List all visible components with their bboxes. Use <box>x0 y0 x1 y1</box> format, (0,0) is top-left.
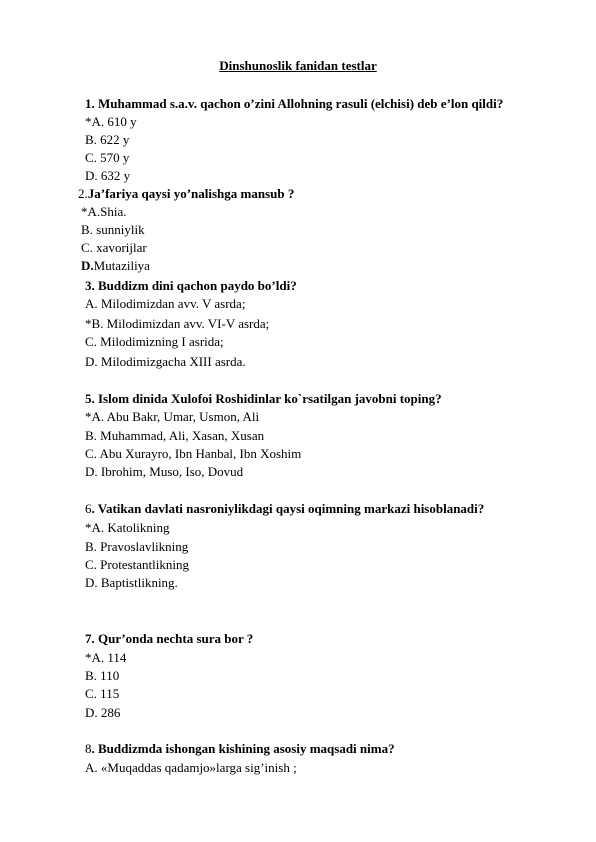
question-1-option-b: B. 622 y <box>85 132 130 147</box>
question-8 <box>85 741 395 756</box>
question-6-option-b: B. Pravoslavlikning <box>85 539 189 554</box>
question-2-text: Ja’fariya qaysi yo’nalishga mansub ? <box>87 186 295 201</box>
question-3: 3. Buddizm dini qachon paydo bo’ldi? <box>85 278 297 293</box>
question-2-option-a: *A.Shia. <box>81 204 127 219</box>
question-7-option-d: D. 286 <box>85 705 121 720</box>
question-3-option-d: D. Milodimizgacha XIII asrda. <box>85 354 246 369</box>
question-7-option-a: *A. 114 <box>85 650 127 665</box>
question-1-option-d: D. 632 y <box>85 168 131 183</box>
question-2-number: 2. <box>78 186 88 201</box>
question-7-option-b: B. 110 <box>85 668 120 683</box>
question-5-option-c: C. Abu Xurayro, Ibn Hanbal, Ibn Xoshim <box>85 446 302 461</box>
question-1-option-c: C. 570 y <box>85 150 130 165</box>
page-title: Dinshunoslik fanidan testlar <box>219 58 377 73</box>
question-2-option-d <box>81 258 150 273</box>
question-1: 1. Muhammad s.a.v. qachon o’zini Allohning rasuli (elchisi) deb e’lon qildi? <box>85 96 504 111</box>
question-8-option-a: A. «Muqaddas qadamjo»larga sig’inish ; <box>85 760 297 775</box>
question-6-option-c: C. Protestantlikning <box>85 557 189 572</box>
question-6-number: 6 <box>85 501 92 516</box>
question-7-option-c: C. 115 <box>85 686 120 701</box>
question-2 <box>78 186 294 201</box>
question-6-option-a: *A. Katolikning <box>85 520 170 535</box>
question-5-option-b: B. Muhammad, Ali, Xasan, Xusan <box>85 428 265 443</box>
question-5-option-d: D. Ibrohim, Muso, Iso, Dovud <box>85 464 244 479</box>
question-6-text: . Vatikan davlati nasroniylikdagi qaysi oqimning markazi hisoblanadi? <box>91 501 485 516</box>
question-3-option-a: A. Milodimizdan avv. V asrda; <box>85 296 246 311</box>
question-5: 5. Islom dinida Xulofoi Roshidinlar ko`rsatilgan javobni toping? <box>85 391 442 406</box>
question-2-option-d-letter: D. <box>81 258 94 273</box>
question-2-option-b: B. sunniylik <box>81 222 145 237</box>
question-2-option-d-text: Mutaziliya <box>93 258 150 273</box>
question-1-option-a: *A. 610 y <box>85 114 137 129</box>
question-2-option-c: C. xavorijlar <box>81 240 147 255</box>
question-5-option-a: *A. Abu Bakr, Umar, Usmon, Ali <box>85 409 260 424</box>
question-3-option-b: *B. Milodimizdan avv. VI-V asrda; <box>85 316 270 331</box>
question-7: 7. Qur’onda nechta sura bor ? <box>85 631 254 646</box>
question-8-number: 8 <box>85 741 92 756</box>
question-6 <box>85 501 484 516</box>
question-8-text: . Buddizmda ishongan kishining asosiy maqsadi nima? <box>91 741 395 756</box>
question-3-option-c: C. Milodimizning I asrida; <box>85 334 224 349</box>
question-6-option-d: D. Baptistlikning. <box>85 575 178 590</box>
